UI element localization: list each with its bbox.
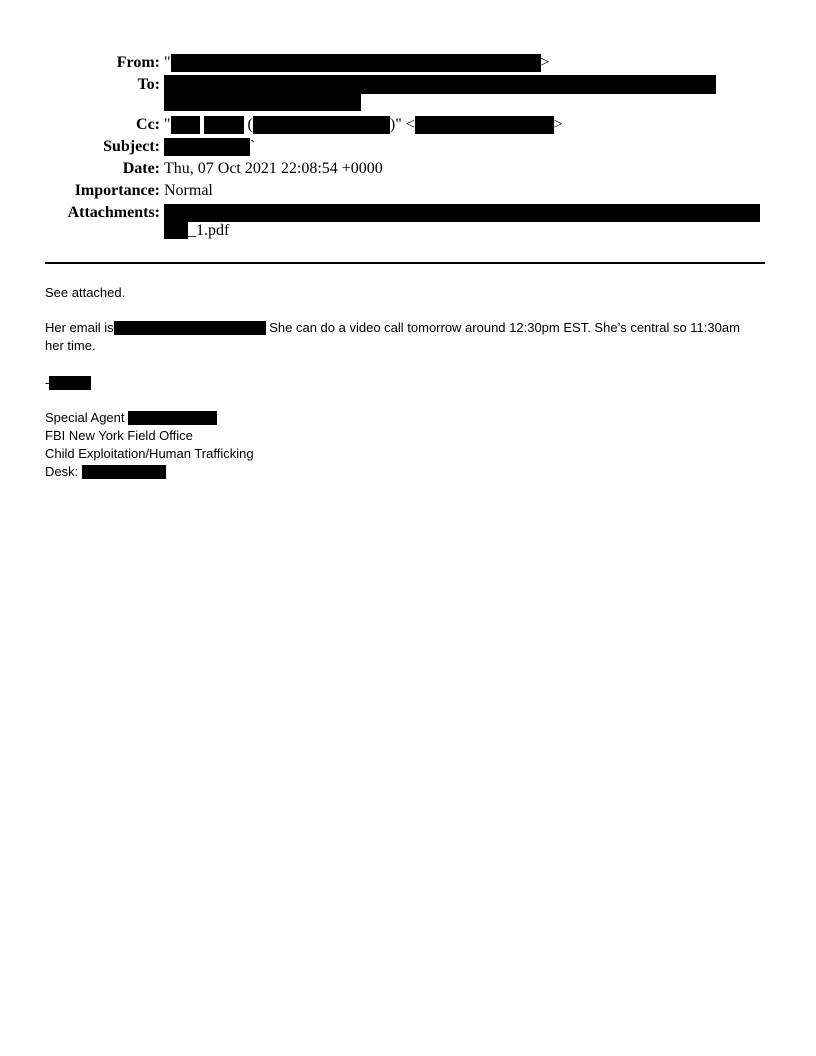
redaction-block xyxy=(171,116,200,134)
body-line-1: See attached. xyxy=(45,285,126,300)
cc-close: > xyxy=(553,116,563,133)
subject-tail: ` xyxy=(250,138,256,155)
redaction-block xyxy=(164,93,361,111)
cc-quote: " xyxy=(164,116,171,133)
redaction-block xyxy=(49,376,91,390)
redaction-block xyxy=(128,411,217,425)
importance-value: Normal xyxy=(164,182,213,199)
attachment-filename-suffix: _1.pdf xyxy=(188,222,230,239)
redaction-block xyxy=(164,204,760,222)
signature-unit: Child Exploitation/Human Trafficking xyxy=(45,446,254,461)
redaction-block xyxy=(204,116,244,134)
body-line-3: her time. xyxy=(45,338,96,353)
to-label: To: xyxy=(137,76,160,93)
date-value: Thu, 07 Oct 2021 22:08:54 +0000 xyxy=(164,160,383,177)
header-divider xyxy=(45,262,765,264)
from-quote: " xyxy=(164,54,171,71)
cc-paren-open: ( xyxy=(247,116,253,133)
redaction-block xyxy=(164,222,188,239)
subject-label: Subject: xyxy=(103,138,160,155)
body-line-2: Her email is She can do a video call tomorrow around 12:30pm EST. She’s central so 11:30am xyxy=(45,320,740,335)
redaction-block xyxy=(82,465,166,479)
from-label: From: xyxy=(116,54,160,71)
redaction-block xyxy=(114,321,266,335)
cc-paren-close: )" < xyxy=(389,116,415,133)
redaction-block xyxy=(171,54,541,72)
signature-agent: Special Agent xyxy=(45,409,765,427)
redaction-block xyxy=(164,138,250,156)
redaction-block xyxy=(164,75,716,94)
signature-office: FBI New York Field Office xyxy=(45,428,193,443)
cc-label: Cc: xyxy=(136,116,160,133)
date-label: Date: xyxy=(122,160,160,177)
importance-label: Importance: xyxy=(74,182,160,199)
redaction-block xyxy=(253,116,390,134)
redaction-block xyxy=(415,116,554,134)
signature-desk: Desk: xyxy=(45,463,765,481)
body-dash-line: - xyxy=(45,374,765,392)
from-close: > xyxy=(540,54,550,71)
attachments-label: Attachments: xyxy=(67,204,160,221)
